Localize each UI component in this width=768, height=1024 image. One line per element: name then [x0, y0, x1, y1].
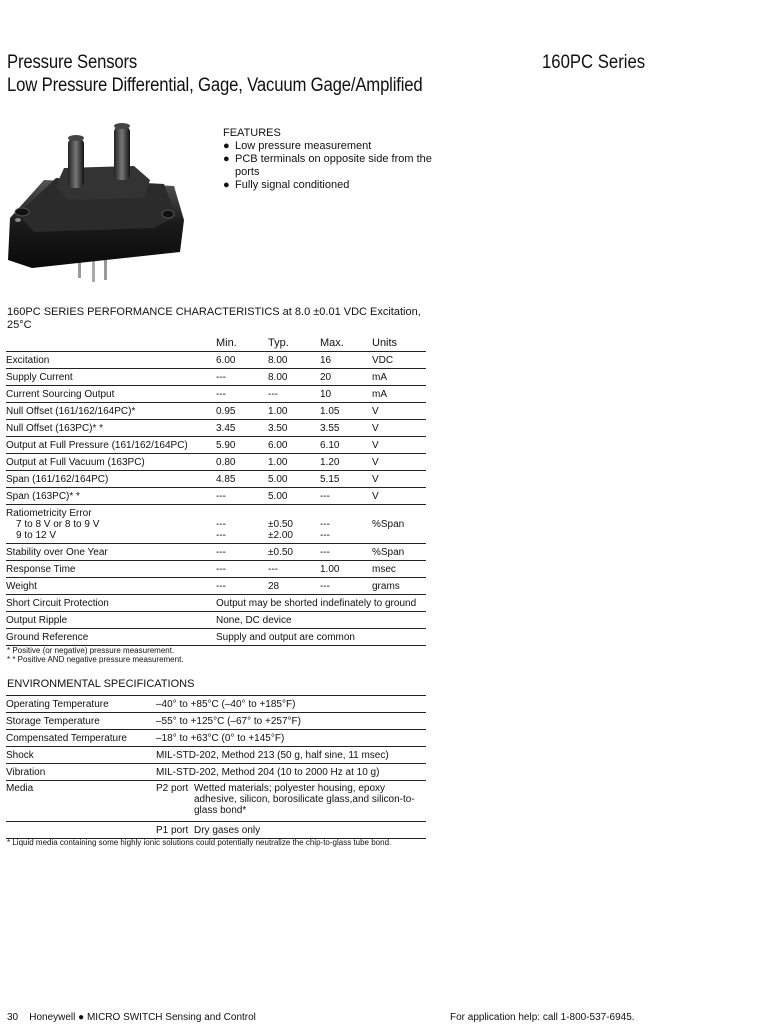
- table-cell: 6.00: [216, 352, 268, 369]
- table-cell: MIL-STD-202, Method 213 (50 g, half sine, 11 msec): [156, 747, 426, 764]
- bullet-icon: ●: [223, 140, 230, 152]
- table-cell: ---: [216, 488, 268, 505]
- table-cell: VDC: [372, 352, 426, 369]
- table-cell: Ground Reference: [6, 629, 216, 646]
- table-cell: 5.90: [216, 437, 268, 454]
- table-cell: 20: [320, 369, 372, 386]
- table-cell: V: [372, 471, 426, 488]
- table-cell: V: [372, 403, 426, 420]
- table-row: [6, 612, 426, 629]
- table-cell: grams: [372, 578, 426, 595]
- table-cell: V: [372, 437, 426, 454]
- performance-title: 160PC SERIES PERFORMANCE CHARACTERISTICS at 8.0 ±0.01 VDC Excitation, 25°C: [7, 306, 421, 331]
- table-cell: %Span: [372, 544, 426, 561]
- page-subtitle: Low Pressure Differential, Gage, Vacuum Gage/Amplified: [7, 75, 423, 96]
- feature-item: ● PCB terminals on opposite side from the ports: [223, 153, 432, 178]
- table-cell: Weight: [6, 578, 216, 595]
- table-cell: Output Ripple: [6, 612, 216, 629]
- table-cell: 5.00: [268, 471, 320, 488]
- table-row: [6, 713, 426, 730]
- table-cell: ±0.50: [268, 544, 320, 561]
- table-cell: Current Sourcing Output: [6, 386, 216, 403]
- features-title: FEATURES: [223, 127, 281, 139]
- footnote-2: * * Positive AND negative pressure measurement.: [7, 655, 184, 664]
- table-row: [6, 764, 426, 781]
- table-cell: Shock: [6, 747, 156, 764]
- table-row: [6, 437, 426, 454]
- table-cell: Span (163PC)* *: [6, 488, 216, 505]
- table-row: [6, 352, 426, 369]
- table-cell: 5.00: [268, 488, 320, 505]
- table-cell: Supply Current: [6, 369, 216, 386]
- table-cell: ---: [216, 386, 268, 403]
- table-row: [6, 454, 426, 471]
- table-row: [6, 386, 426, 403]
- features-block: [223, 127, 433, 192]
- table-cell: ---: [216, 561, 268, 578]
- table-cell: 1.00: [268, 403, 320, 420]
- table-cell: Vibration: [6, 764, 156, 781]
- table-cell: V: [372, 454, 426, 471]
- table-cell: 8.00: [268, 369, 320, 386]
- table-cell: 6.00: [268, 437, 320, 454]
- table-cell: None, DC device: [216, 612, 426, 629]
- table-row: [6, 420, 426, 437]
- table-row: Media P2 port Wetted materials; polyester housing, epoxy adhesive, silicon, borosilicate glass,and silicon-to- glass bond*: [6, 781, 426, 822]
- table-cell: ---: [320, 544, 372, 561]
- table-cell: 4.85: [216, 471, 268, 488]
- table-cell: 3.50: [268, 420, 320, 437]
- table-cell: Excitation: [6, 352, 216, 369]
- table-cell: Output may be shorted indefinately to ground: [216, 595, 426, 612]
- table-cell: Null Offset (163PC)* *: [6, 420, 216, 437]
- table-cell: mA: [372, 386, 426, 403]
- table-cell: 1.05: [320, 403, 372, 420]
- table-row: [6, 696, 426, 713]
- table-cell: Span (161/162/164PC): [6, 471, 216, 488]
- table-cell: Response Time: [6, 561, 216, 578]
- footer-right: For application help: call 1-800-537-6945.: [450, 1012, 635, 1023]
- series-label: 160PC Series: [542, 52, 646, 73]
- feature-item: ● Low pressure measurement: [223, 140, 372, 152]
- table-row: Ratiometricity Error 7 to 8 V or 8 to 9 V 9 to 12 V --- --- ±0.50 ±2.00 --- --- %Span: [6, 505, 426, 544]
- table-cell: ---: [216, 578, 268, 595]
- table-cell: MIL-STD-202, Method 204 (10 to 2000 Hz at 10 g): [156, 764, 426, 781]
- sensor-photo: [4, 120, 188, 292]
- table-row: [6, 369, 426, 386]
- table-cell: 16: [320, 352, 372, 369]
- page-title: Pressure Sensors: [7, 52, 138, 73]
- table-cell: Supply and output are common: [216, 629, 426, 646]
- table-cell: msec: [372, 561, 426, 578]
- table-row: [6, 629, 426, 646]
- table-cell: ---: [320, 488, 372, 505]
- table-cell: 3.45: [216, 420, 268, 437]
- table-cell: ---: [216, 369, 268, 386]
- table-row: P1 port Dry gases only: [6, 822, 426, 839]
- table-cell: –18° to +63°C (0° to +145°F): [156, 730, 426, 747]
- footnote-1: * Positive (or negative) pressure measurement.: [7, 646, 175, 655]
- bullet-icon: ●: [223, 179, 230, 191]
- table-row: [6, 730, 426, 747]
- table-row: [6, 578, 426, 595]
- table-cell: mA: [372, 369, 426, 386]
- table-cell: 1.00: [320, 561, 372, 578]
- table-row: [6, 561, 426, 578]
- table-cell: Output at Full Vacuum (163PC): [6, 454, 216, 471]
- table-cell: ---: [216, 544, 268, 561]
- environmental-table: [6, 695, 426, 839]
- table-cell: 8.00: [268, 352, 320, 369]
- table-cell: Null Offset (161/162/164PC)*: [6, 403, 216, 420]
- feature-item: ● Fully signal conditioned: [223, 179, 350, 191]
- table-row: [6, 403, 426, 420]
- table-cell: ---: [268, 561, 320, 578]
- environmental-title: ENVIRONMENTAL SPECIFICATIONS: [7, 678, 195, 690]
- bullet-icon: ●: [223, 153, 230, 165]
- table-row: [6, 747, 426, 764]
- table-cell: 1.00: [268, 454, 320, 471]
- table-row: [6, 488, 426, 505]
- table-row: [6, 471, 426, 488]
- table-cell: 6.10: [320, 437, 372, 454]
- table-row: [6, 544, 426, 561]
- performance-table: [6, 334, 426, 646]
- table-cell: 1.20: [320, 454, 372, 471]
- table-cell: V: [372, 488, 426, 505]
- table-cell: 0.80: [216, 454, 268, 471]
- table-cell: –40° to +85°C (–40° to +185°F): [156, 696, 426, 713]
- table-cell: Output at Full Pressure (161/162/164PC): [6, 437, 216, 454]
- table-cell: –55° to +125°C (–67° to +257°F): [156, 713, 426, 730]
- table-cell: 0.95: [216, 403, 268, 420]
- table-cell: Storage Temperature: [6, 713, 156, 730]
- table-cell: 3.55: [320, 420, 372, 437]
- table-cell: Operating Temperature: [6, 696, 156, 713]
- table-row: [6, 595, 426, 612]
- footer-left: 30 Honeywell ● MICRO SWITCH Sensing and Control: [7, 1012, 256, 1023]
- table-header-row: Min. Typ. Max. Units: [6, 334, 426, 352]
- table-cell: 10: [320, 386, 372, 403]
- table-cell: 5.15: [320, 471, 372, 488]
- table-cell: Short Circuit Protection: [6, 595, 216, 612]
- table-cell: ---: [320, 578, 372, 595]
- table-cell: ---: [268, 386, 320, 403]
- table-cell: Stability over One Year: [6, 544, 216, 561]
- table-cell: V: [372, 420, 426, 437]
- environmental-footnote: * Liquid media containing some highly ionic solutions could potentially neutralize the chip-to-glass tube bond.: [7, 838, 392, 847]
- table-cell: Compensated Temperature: [6, 730, 156, 747]
- table-cell: 28: [268, 578, 320, 595]
